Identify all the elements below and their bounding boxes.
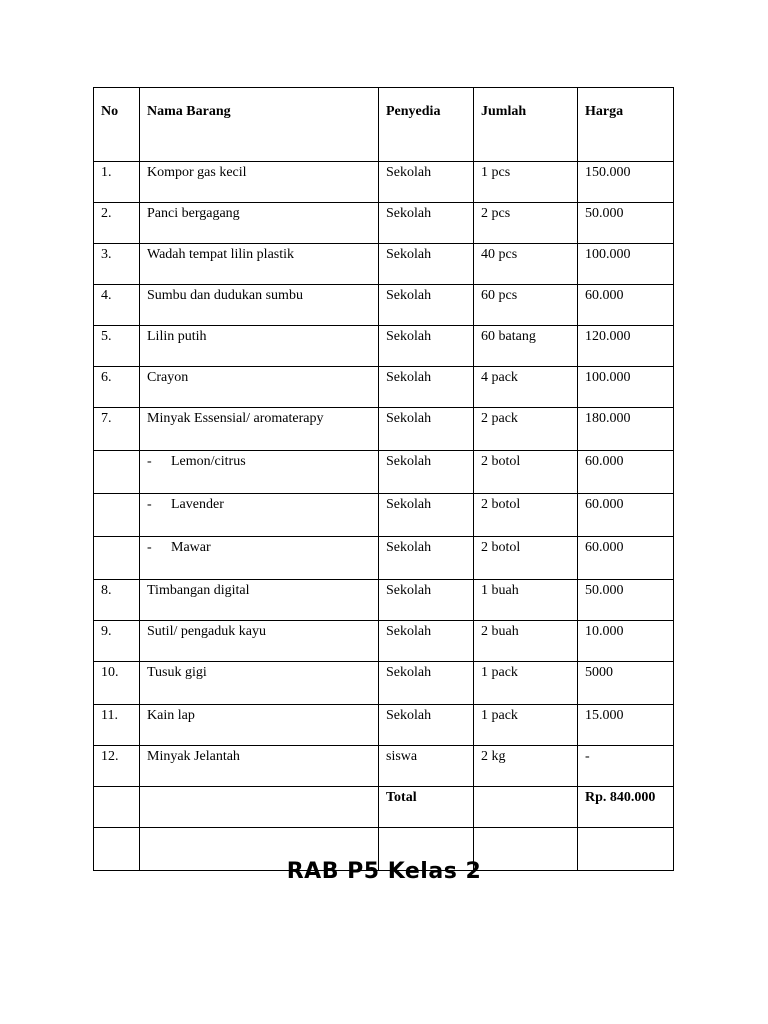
cell-no [94, 494, 140, 537]
cell-no: 12. [94, 746, 140, 787]
cell-name: Sumbu dan dudukan sumbu [140, 285, 379, 326]
cell-price: 120.000 [578, 326, 674, 367]
cell-price: 60.000 [578, 451, 674, 494]
header-provider: Penyedia [379, 88, 474, 162]
cell-no: 3. [94, 244, 140, 285]
cell-qty: 60 batang [474, 326, 578, 367]
cell-name: Sutil/ pengaduk kayu [140, 621, 379, 662]
cell-no: 10. [94, 662, 140, 705]
cell-name: Kompor gas kecil [140, 162, 379, 203]
cell-provider: Sekolah [379, 367, 474, 408]
header-no: No [94, 88, 140, 162]
sub-item-name: Mawar [171, 540, 211, 555]
table-row [94, 285, 674, 326]
table-row [94, 662, 674, 705]
table-row [94, 244, 674, 285]
cell-qty: 2 botol [474, 537, 578, 580]
table-row [94, 451, 674, 494]
cell-name: Minyak Essensial/ aromaterapy [140, 408, 379, 451]
total-label: Total [379, 787, 474, 828]
cell-qty: 2 kg [474, 746, 578, 787]
cell-provider: siswa [379, 746, 474, 787]
cell-no: 7. [94, 408, 140, 451]
cell-name: Wadah tempat lilin plastik [140, 244, 379, 285]
cell-price: 100.000 [578, 367, 674, 408]
table-row [94, 408, 674, 451]
cell-qty: 1 buah [474, 580, 578, 621]
cell-no: 9. [94, 621, 140, 662]
table-row [94, 621, 674, 662]
cell-no: 1. [94, 162, 140, 203]
sub-item-dash: - [147, 497, 152, 512]
cell-name [140, 537, 379, 580]
cell-qty: 2 botol [474, 451, 578, 494]
cell-qty: 2 pcs [474, 203, 578, 244]
table-row [94, 705, 674, 746]
header-qty: Jumlah [474, 88, 578, 162]
cell-provider: Sekolah [379, 705, 474, 746]
budget-table [93, 87, 674, 871]
cell-qty: 1 pcs [474, 162, 578, 203]
cell-no: 5. [94, 326, 140, 367]
cell-name: Panci bergagang [140, 203, 379, 244]
cell-provider: Sekolah [379, 451, 474, 494]
cell-empty [140, 787, 379, 828]
table-row [94, 162, 674, 203]
cell-qty: 1 pack [474, 705, 578, 746]
cell-qty: 1 pack [474, 662, 578, 705]
header-name: Nama Barang [140, 88, 379, 162]
table-row [94, 746, 674, 787]
cell-provider: Sekolah [379, 162, 474, 203]
sub-item-dash: - [147, 540, 152, 555]
cell-no: 6. [94, 367, 140, 408]
cell-price: 180.000 [578, 408, 674, 451]
table-row [94, 580, 674, 621]
cell-price: 50.000 [578, 203, 674, 244]
cell-qty: 2 pack [474, 408, 578, 451]
cell-name [140, 451, 379, 494]
cell-provider: Sekolah [379, 662, 474, 705]
cell-name: Minyak Jelantah [140, 746, 379, 787]
document-caption: RAB P5 Kelas 2 [286, 859, 482, 884]
cell-provider: Sekolah [379, 285, 474, 326]
table-row [94, 494, 674, 537]
header-price: Harga [578, 88, 674, 162]
cell-no: 11. [94, 705, 140, 746]
cell-no: 8. [94, 580, 140, 621]
cell-price: 150.000 [578, 162, 674, 203]
cell-price: 10.000 [578, 621, 674, 662]
table-row [94, 326, 674, 367]
cell-no [94, 537, 140, 580]
cell-name: Lilin putih [140, 326, 379, 367]
cell-provider: Sekolah [379, 203, 474, 244]
cell-name: Crayon [140, 367, 379, 408]
sub-item-name: Lemon/citrus [171, 454, 246, 469]
cell-price: 100.000 [578, 244, 674, 285]
cell-price: 5000 [578, 662, 674, 705]
cell-price: 15.000 [578, 705, 674, 746]
cell-name: Kain lap [140, 705, 379, 746]
total-value: Rp. 840.000 [578, 787, 674, 828]
cell-no: 4. [94, 285, 140, 326]
cell-empty [474, 787, 578, 828]
cell-provider: Sekolah [379, 494, 474, 537]
cell-provider: Sekolah [379, 621, 474, 662]
table-row [94, 367, 674, 408]
cell-name: Timbangan digital [140, 580, 379, 621]
cell-provider: Sekolah [379, 580, 474, 621]
cell-price: 60.000 [578, 494, 674, 537]
table-row [94, 537, 674, 580]
cell-name: Tusuk gigi [140, 662, 379, 705]
cell-price: 60.000 [578, 537, 674, 580]
cell-price: - [578, 746, 674, 787]
cell-provider: Sekolah [379, 244, 474, 285]
cell-qty: 4 pack [474, 367, 578, 408]
cell-empty [94, 787, 140, 828]
cell-provider: Sekolah [379, 408, 474, 451]
sub-item-name: Lavender [171, 497, 224, 512]
cell-provider: Sekolah [379, 537, 474, 580]
cell-provider: Sekolah [379, 326, 474, 367]
total-row [94, 787, 674, 828]
cell-qty: 2 botol [474, 494, 578, 537]
cell-qty: 2 buah [474, 621, 578, 662]
cell-no: 2. [94, 203, 140, 244]
sub-item-dash: - [147, 454, 152, 469]
table-row [94, 203, 674, 244]
cell-qty: 60 pcs [474, 285, 578, 326]
cell-qty: 40 pcs [474, 244, 578, 285]
table-header-row [94, 88, 674, 162]
cell-price: 50.000 [578, 580, 674, 621]
cell-name [140, 494, 379, 537]
cell-price: 60.000 [578, 285, 674, 326]
cell-no [94, 451, 140, 494]
